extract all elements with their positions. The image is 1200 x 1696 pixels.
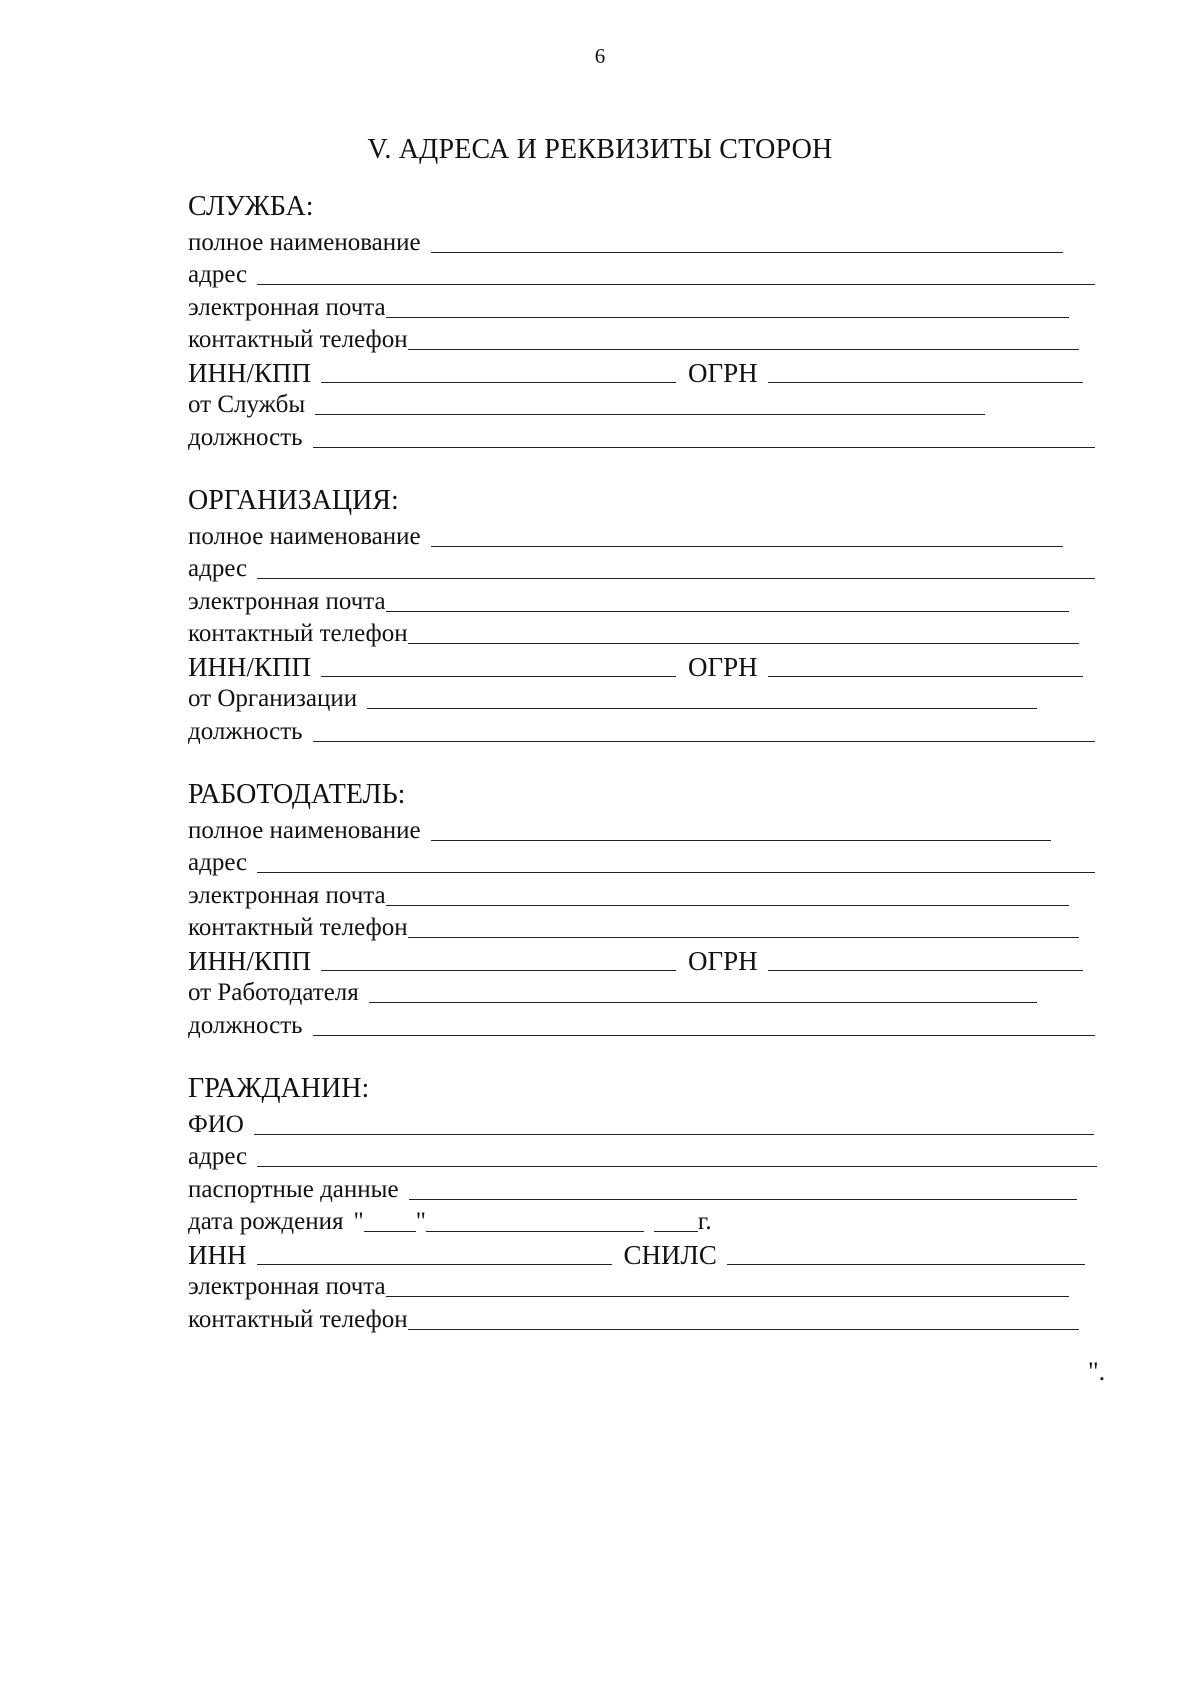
field-inn-kpp-ogrn[interactable] — [188, 943, 1108, 976]
field-position[interactable] — [188, 420, 1108, 453]
field-label: полное наименование — [188, 816, 421, 844]
fill-line[interactable] — [768, 676, 1083, 677]
day-line[interactable] — [364, 1231, 416, 1232]
fill-line[interactable] — [367, 708, 1037, 709]
fill-line[interactable] — [386, 317, 1069, 318]
field-label: контактный телефон — [188, 914, 408, 941]
field-position[interactable] — [188, 714, 1108, 747]
field-fio[interactable] — [188, 1107, 1108, 1140]
section-employer — [188, 777, 1108, 1041]
field-label: контактный телефон — [188, 620, 408, 647]
field-full-name[interactable] — [188, 813, 1108, 846]
field-inn-snils[interactable] — [188, 1237, 1108, 1270]
field-label: полное наименование — [188, 522, 421, 550]
field-inn-kpp-ogrn[interactable] — [188, 355, 1108, 388]
fill-line[interactable] — [321, 382, 676, 383]
fill-line[interactable] — [313, 741, 1095, 742]
fill-line[interactable] — [768, 970, 1083, 971]
field-label: электронная почта — [188, 293, 386, 321]
closing-quote-mark: ". — [1088, 1357, 1106, 1386]
field-phone[interactable] — [188, 323, 1108, 356]
fill-line[interactable] — [727, 1264, 1085, 1265]
fill-line[interactable] — [313, 447, 1095, 448]
field-label: ФИО — [188, 1110, 244, 1138]
fill-line[interactable] — [257, 578, 1095, 579]
field-label: от Службы — [188, 391, 306, 418]
fill-line[interactable] — [321, 676, 676, 677]
field-position[interactable] — [188, 1008, 1108, 1041]
fill-line[interactable] — [321, 970, 676, 971]
fill-line[interactable] — [254, 1134, 1094, 1135]
fill-line[interactable] — [315, 414, 985, 415]
quote-close: " — [415, 1208, 426, 1235]
field-phone[interactable] — [188, 1302, 1108, 1335]
field-address[interactable] — [188, 258, 1108, 291]
month-line[interactable] — [426, 1231, 644, 1232]
section-citizen — [188, 1071, 1108, 1335]
page-number: 6 — [594, 44, 606, 68]
field-label: должность — [188, 423, 303, 451]
fill-line[interactable] — [408, 643, 1079, 644]
field-label: электронная почта — [188, 881, 386, 909]
section-heading: РАБОТОДАТЕЛЬ: — [188, 779, 406, 810]
field-label: адрес — [188, 555, 248, 582]
field-label: дата рождения — [188, 1208, 344, 1235]
field-email[interactable] — [188, 290, 1108, 323]
section-heading: ОРГАНИЗАЦИЯ: — [188, 485, 399, 516]
field-label: ИНН/КПП — [188, 357, 312, 388]
field-passport[interactable] — [188, 1172, 1108, 1205]
fill-line[interactable] — [409, 1199, 1077, 1200]
field-label: СНИЛС — [623, 1239, 717, 1270]
field-label: адрес — [188, 261, 248, 288]
fill-line[interactable] — [386, 611, 1069, 612]
fill-line[interactable] — [768, 382, 1083, 383]
field-birth-date[interactable] — [188, 1205, 1108, 1238]
document-title: V. АДРЕСА И РЕКВИЗИТЫ СТОРОН — [367, 134, 833, 165]
fill-line[interactable] — [386, 905, 1069, 906]
field-address[interactable] — [188, 552, 1108, 585]
field-label: должность — [188, 717, 303, 745]
fill-line[interactable] — [431, 546, 1063, 547]
fill-line[interactable] — [257, 872, 1095, 873]
section-heading: СЛУЖБА: — [188, 191, 314, 222]
field-label: ОГРН — [688, 651, 758, 682]
field-label: электронная почта — [188, 587, 386, 615]
field-label: ОГРН — [688, 357, 758, 388]
field-label: ОГРН — [688, 945, 758, 976]
field-address[interactable] — [188, 846, 1108, 879]
fill-line[interactable] — [257, 1264, 612, 1265]
fill-line[interactable] — [408, 1329, 1079, 1330]
field-on-behalf[interactable] — [188, 976, 1108, 1009]
field-full-name[interactable] — [188, 225, 1108, 258]
field-phone[interactable] — [188, 617, 1108, 650]
field-email[interactable] — [188, 1270, 1108, 1303]
section-organization — [188, 483, 1108, 747]
fill-line[interactable] — [408, 937, 1079, 938]
field-label: адрес — [188, 1143, 248, 1170]
quote-open: " — [353, 1208, 364, 1235]
field-label: ИНН/КПП — [188, 651, 312, 682]
field-label: адрес — [188, 849, 248, 876]
year-line[interactable] — [654, 1231, 698, 1232]
fill-line[interactable] — [313, 1035, 1095, 1036]
fill-line[interactable] — [431, 840, 1051, 841]
field-label: паспортные данные — [188, 1175, 399, 1203]
field-address[interactable] — [188, 1140, 1108, 1173]
field-label: электронная почта — [188, 1273, 386, 1300]
field-label: полное наименование — [188, 228, 421, 256]
field-on-behalf[interactable] — [188, 682, 1108, 715]
year-suffix: г. — [697, 1208, 712, 1235]
field-label: ИНН/КПП — [188, 945, 312, 976]
fill-line[interactable] — [257, 1166, 1097, 1167]
field-on-behalf[interactable] — [188, 388, 1108, 421]
field-label: контактный телефон — [188, 326, 408, 353]
fill-line[interactable] — [408, 349, 1079, 350]
fill-line[interactable] — [386, 1296, 1069, 1297]
section-service — [188, 189, 1108, 453]
section-heading: ГРАЖДАНИН: — [188, 1073, 370, 1104]
field-label: контактный телефон — [188, 1305, 408, 1333]
field-label: от Организации — [188, 685, 358, 712]
field-email[interactable] — [188, 878, 1108, 911]
field-label: от Работодателя — [188, 979, 359, 1006]
fill-line[interactable] — [431, 252, 1063, 253]
field-label: ИНН — [188, 1239, 247, 1270]
field-email[interactable] — [188, 584, 1108, 617]
field-full-name[interactable] — [188, 519, 1108, 552]
field-inn-kpp-ogrn[interactable] — [188, 649, 1108, 682]
fill-line[interactable] — [257, 284, 1095, 285]
field-label: должность — [188, 1011, 303, 1039]
fill-line[interactable] — [369, 1002, 1037, 1003]
field-phone[interactable] — [188, 911, 1108, 944]
